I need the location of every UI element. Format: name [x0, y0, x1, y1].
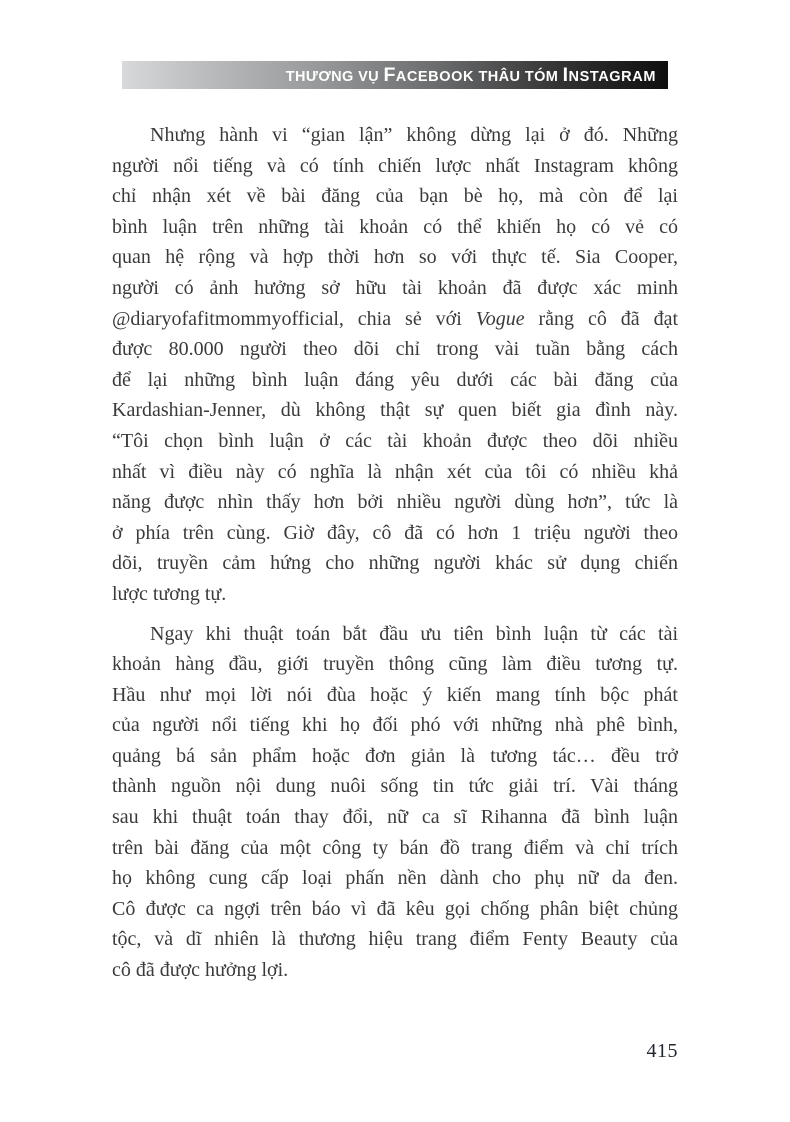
page-number: 415 [646, 1040, 678, 1062]
text-segment: nhất vì điều này có nghĩa là nhận xét của tôi có nhiều khả [112, 460, 678, 483]
paragraph [112, 120, 678, 610]
text-segment: thành nguồn nội dung nuôi sống tin tức giải trí. Vài tháng [112, 775, 678, 798]
text-line [112, 304, 678, 335]
text-segment: @diaryofafitmommyofficial, chia sẻ với [112, 307, 476, 330]
running-header-segment: I [562, 63, 569, 86]
text-segment: chỉ nhận xét về bài đăng của bạn bè họ, mà còn để lại [112, 185, 678, 208]
text-segment: khoản hàng đầu, giới truyền thông cũng làm điều tương tự. [112, 653, 678, 676]
text-line [112, 833, 678, 864]
text-line [112, 680, 678, 711]
text-line [112, 802, 678, 833]
paragraph [112, 619, 678, 986]
text-line [112, 181, 678, 212]
running-header-segment: THƯƠNG VỤ [285, 68, 384, 85]
text-segment: Cô được ca ngợi trên báo vì đã kêu gọi chống phân biệt chủng [112, 897, 678, 920]
running-header-segment: THÂU TÓM [474, 68, 563, 85]
text-segment: quảng bá sản phẩm hoặc đơn giản là tương tác… đều trở [112, 744, 678, 767]
text-segment: dõi, truyền cảm hứng cho những người khác sử dụng chiến [112, 552, 678, 575]
text-line [112, 334, 678, 365]
running-header-segment: F [383, 63, 396, 86]
text-line [112, 741, 678, 772]
running-header-title [286, 64, 656, 87]
text-segment: Hầu như mọi lời nói đùa hoặc ý kiến mang tính bộc phát [112, 683, 678, 706]
text-segment: Nhưng hành vi “gian lận” không dừng lại ở đó. Những [150, 124, 678, 146]
text-line [112, 487, 678, 518]
text-line [112, 365, 678, 396]
text-segment: trên bài đăng của một công ty bán đồ trang điểm và chỉ trích [112, 836, 678, 859]
text-line [112, 579, 678, 610]
text-line [112, 649, 678, 680]
text-line [112, 426, 678, 457]
text-segment: “Tôi chọn bình luận ở các tài khoản được theo dõi nhiều [112, 429, 678, 452]
running-header-segment: NSTAGRAM [568, 68, 656, 85]
text-line [112, 548, 678, 579]
text-line [112, 955, 678, 986]
text-segment: quan hệ rộng và hợp thời hơn so với thực tế. Sia Cooper, [112, 246, 678, 269]
text-segment: Ngay khi thuật toán bắt đầu ưu tiên bình luận từ các tài [150, 622, 678, 645]
text-segment: Kardashian-Jenner, dù không thật sự quen biết gia đình này. [112, 399, 678, 422]
text-line [112, 242, 678, 273]
text-segment: lược tương tự. [112, 582, 227, 605]
text-line [112, 894, 678, 925]
text-line [112, 619, 678, 650]
text-line [112, 395, 678, 426]
running-header-segment: ACEBOOK [395, 68, 475, 85]
text-segment: được 80.000 người theo dõi chỉ trong vài tuần bằng cách [112, 338, 678, 361]
text-segment: năng được nhìn thấy hơn bởi nhiều người dùng hơn”, tức là [112, 491, 678, 514]
text-line [112, 924, 678, 955]
text-line [112, 710, 678, 741]
running-header-bar [122, 61, 668, 89]
text-segment: ở phía trên cùng. Giờ đây, cô đã có hơn 1 triệu người theo [112, 521, 678, 544]
text-segment: bình luận trên những tài khoản có thể khiến họ có vẻ có [112, 215, 678, 238]
text-segment: của người nổi tiếng khi họ đối phó với những nhà phê bình, [112, 714, 678, 737]
text-line [112, 863, 678, 894]
text-segment: người nổi tiếng và có tính chiến lược nhất Instagram không [112, 154, 678, 177]
text-segment: tộc, và dĩ nhiên là thương hiệu trang điểm Fenty Beauty của [112, 928, 678, 951]
italic-text: Vogue [475, 307, 525, 330]
text-line [112, 273, 678, 304]
text-line [112, 457, 678, 488]
text-line [112, 518, 678, 549]
text-segment: rằng cô đã đạt [524, 307, 678, 330]
text-segment: cô đã được hưởng lợi. [112, 959, 289, 982]
text-segment: người có ảnh hưởng sở hữu tài khoản đã được xác minh [112, 276, 678, 299]
text-line [112, 120, 678, 151]
text-line [112, 212, 678, 243]
text-line [112, 771, 678, 802]
text-line [112, 151, 678, 182]
body-text [112, 120, 678, 986]
text-segment: sau khi thuật toán thay đổi, nữ ca sĩ Rihanna đã bình luận [112, 806, 678, 829]
text-segment: để lại những bình luận đáng yêu dưới các bài đăng của [112, 368, 678, 391]
text-segment: họ không cung cấp loại phấn nền dành cho phụ nữ da đen. [112, 867, 678, 890]
